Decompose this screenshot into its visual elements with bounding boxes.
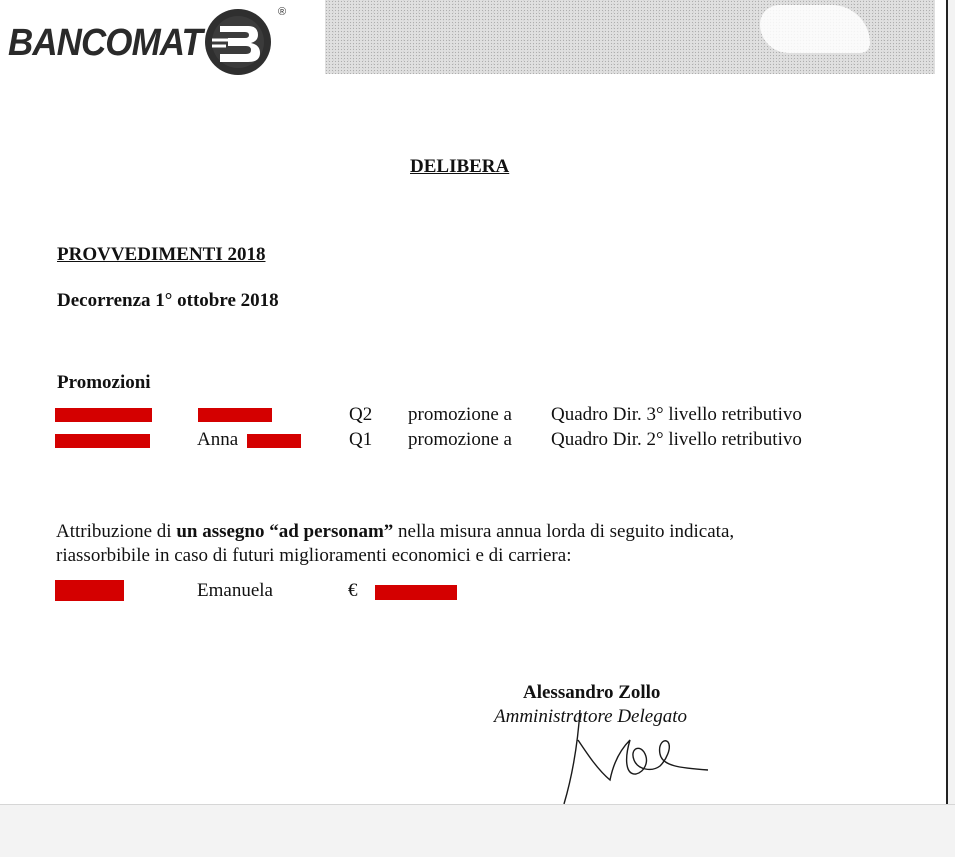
scan-noise-patch <box>760 5 870 53</box>
allowance-paragraph-line2: riassorbibile in caso di futuri miglioramenti economici e di carriera: <box>56 545 572 566</box>
redacted-surname <box>55 408 152 422</box>
redacted-surname <box>55 434 150 448</box>
viewer-background <box>0 804 955 857</box>
promotion-level: Q1 <box>349 429 373 450</box>
section-title: PROVVEDIMENTI 2018 <box>57 244 266 265</box>
logo-text: BANCOMAT <box>8 21 202 64</box>
promotion-target: Quadro Dir. 3° livello retributivo <box>551 404 802 425</box>
redacted-amount <box>375 585 457 600</box>
document-title: DELIBERA <box>410 156 510 177</box>
promotion-target: Quadro Dir. 2° livello retributivo <box>551 429 802 450</box>
redacted-surname <box>55 580 124 601</box>
signatory-role: Amministratore Delegato <box>494 706 687 727</box>
allowance-first-name: Emanuela <box>197 580 273 601</box>
bancomat-logo <box>8 8 219 78</box>
promotions-heading: Promozioni <box>57 372 151 393</box>
currency-symbol: € <box>348 580 358 601</box>
redacted-first-name <box>198 408 272 422</box>
promotion-action: promozione a <box>408 404 512 425</box>
allowance-text-part1: Attribuzione di <box>56 521 177 542</box>
allowance-text-part2: nella misura annua lorda di seguito indicata, <box>393 521 735 542</box>
promotion-action: promozione a <box>408 429 512 450</box>
redacted-surname-part <box>247 434 301 448</box>
handwritten-signature <box>540 700 720 804</box>
promotion-first-name: Anna <box>197 429 239 450</box>
signatory-name: Alessandro Zollo <box>523 682 661 703</box>
promotion-level: Q2 <box>349 404 373 425</box>
allowance-paragraph-line1 <box>56 521 734 543</box>
registered-mark: ® <box>278 6 287 18</box>
effective-date: Decorrenza 1° ottobre 2018 <box>57 290 279 311</box>
bancomat-3-circle-logo-icon <box>198 0 278 80</box>
scan-border <box>946 0 948 804</box>
allowance-text-bold: un assegno “ad personam” <box>176 521 394 542</box>
